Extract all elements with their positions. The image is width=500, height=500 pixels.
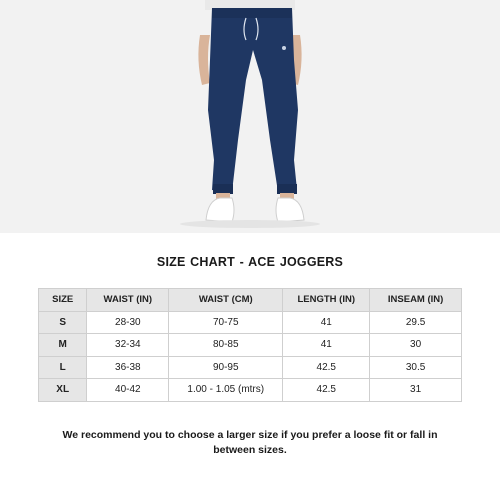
table-row xyxy=(39,356,462,379)
table-row xyxy=(39,311,462,334)
table-cell: 41 xyxy=(283,311,370,334)
table-cell: 30.5 xyxy=(370,356,462,379)
size-table xyxy=(38,288,462,402)
table-cell: 29.5 xyxy=(370,311,462,334)
fit-recommendation-note: We recommend you to choose a larger size if you prefer a loose fit or fall in between sizes. xyxy=(62,429,438,456)
column-header: WAIST (CM) xyxy=(169,289,283,312)
table-row xyxy=(39,379,462,402)
size-cell: XL xyxy=(39,379,87,402)
table-cell: 31 xyxy=(370,379,462,402)
table-cell: 28-30 xyxy=(87,311,169,334)
table-row xyxy=(39,334,462,357)
size-chart-title: SIZE CHART - ACE JOGGERS xyxy=(156,255,344,269)
column-header: WAIST (IN) xyxy=(87,289,169,312)
size-cell: S xyxy=(39,311,87,334)
jogger-model-image xyxy=(0,0,500,233)
table-cell: 36-38 xyxy=(87,356,169,379)
table-cell: 90-95 xyxy=(169,356,283,379)
table-cell: 80-85 xyxy=(169,334,283,357)
table-cell: 42.5 xyxy=(283,356,370,379)
table-cell: 70-75 xyxy=(169,311,283,334)
table-cell: 40-42 xyxy=(87,379,169,402)
table-cell: 41 xyxy=(283,334,370,357)
product-photo xyxy=(0,0,500,233)
size-cell: L xyxy=(39,356,87,379)
table-header-row xyxy=(39,289,462,312)
column-header: INSEAM (IN) xyxy=(370,289,462,312)
column-header: LENGTH (IN) xyxy=(283,289,370,312)
table-cell: 1.00 - 1.05 (mtrs) xyxy=(169,379,283,402)
table-cell: 42.5 xyxy=(283,379,370,402)
table-cell: 30 xyxy=(370,334,462,357)
table-cell: 32-34 xyxy=(87,334,169,357)
column-header: SIZE xyxy=(39,289,87,312)
size-cell: M xyxy=(39,334,87,357)
